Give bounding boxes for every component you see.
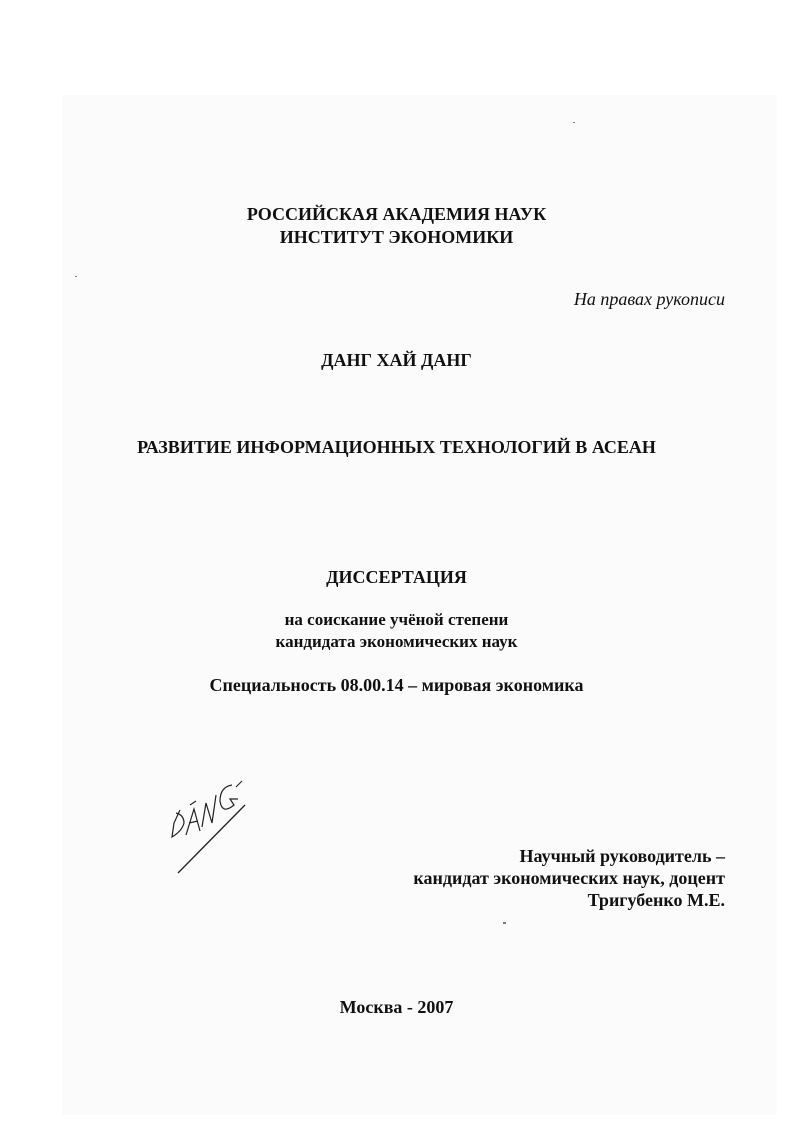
supervisor-degree: кандидат экономических наук, доцент: [413, 868, 725, 888]
signature: [150, 765, 260, 885]
author-name: ДАНГ ХАЙ ДАНГ: [321, 350, 472, 370]
scan-speck: [573, 122, 575, 123]
place-year: Москва - 2007: [339, 997, 454, 1017]
institute-heading: ИНСТИТУТ ЭКОНОМИКИ: [279, 227, 514, 247]
scan-speck: [75, 276, 77, 277]
document-type: ДИССЕРТАЦИЯ: [326, 567, 467, 587]
rights-note: На правах рукописи: [573, 289, 725, 309]
scan-speck: [503, 922, 506, 924]
page-background: [62, 95, 777, 1115]
academy-heading: РОССИЙСКАЯ АКАДЕМИЯ НАУК: [246, 204, 547, 224]
supervisor-name: Тригубенко М.Е.: [587, 890, 725, 910]
degree-line-2: кандидата экономических наук: [275, 632, 518, 651]
specialty: Специальность 08.00.14 – мировая экономика: [209, 675, 584, 695]
signature-icon: [150, 765, 260, 880]
dissertation-title: РАЗВИТИЕ ИНФОРМАЦИОННЫХ ТЕХНОЛОГИЙ В АСЕАН: [137, 437, 656, 457]
supervisor-role: Научный руководитель –: [519, 846, 725, 866]
degree-line-1: на соискание учёной степени: [284, 610, 509, 629]
